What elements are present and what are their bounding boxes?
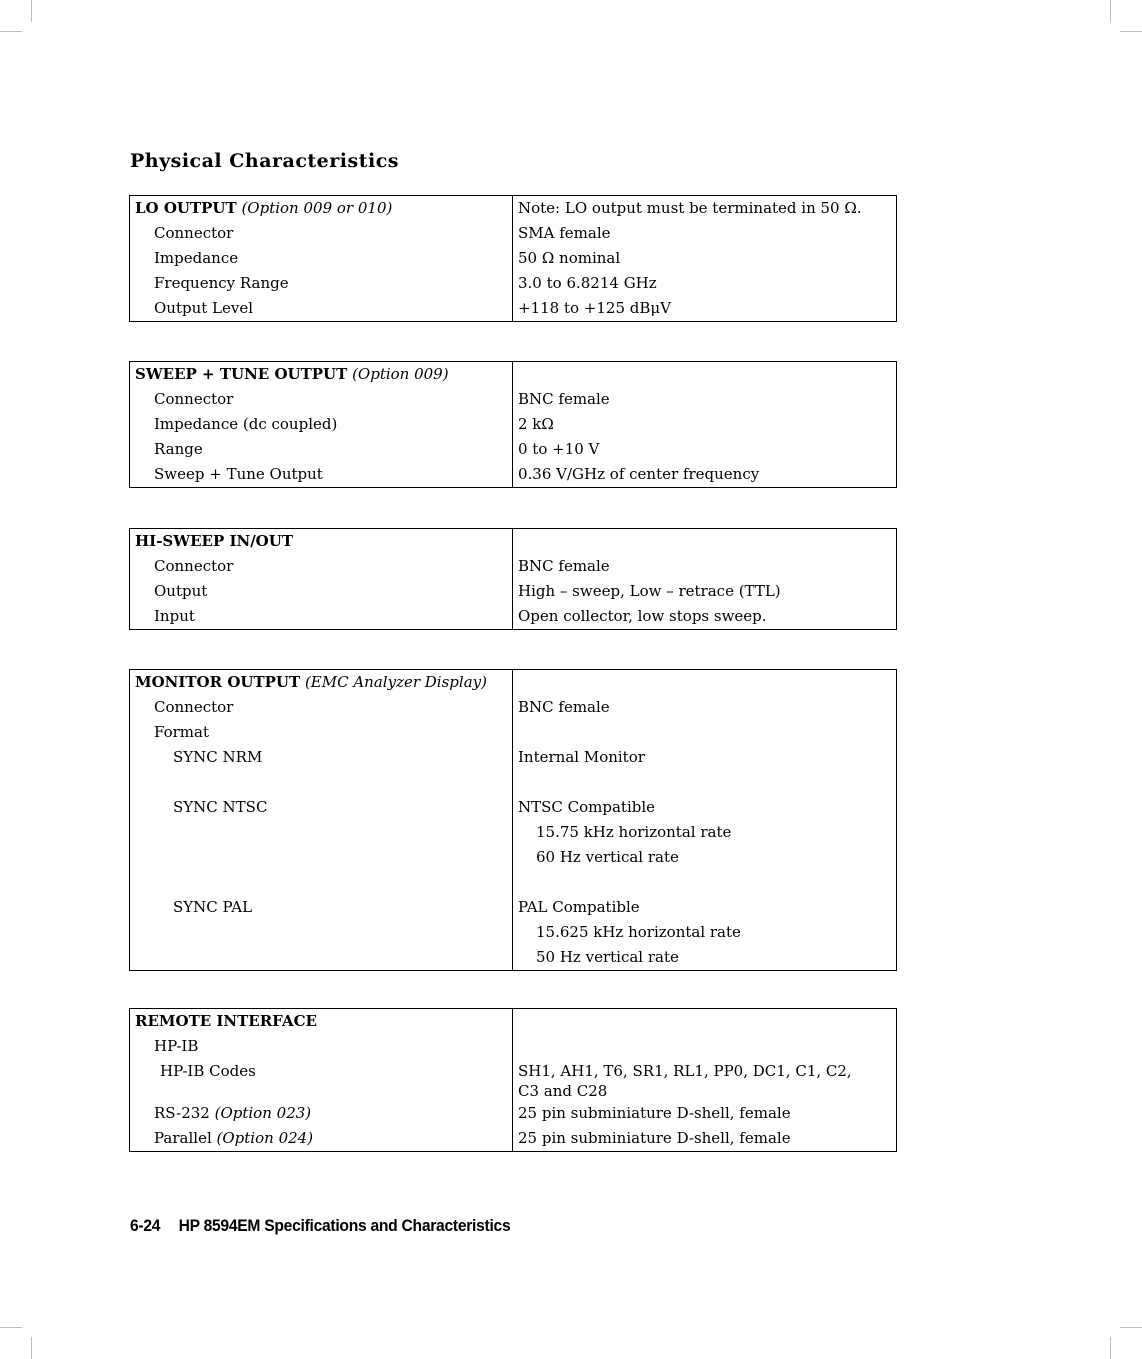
table-row <box>130 1059 897 1101</box>
table-row <box>130 795 897 820</box>
table-row <box>130 604 897 630</box>
crop-mark <box>0 31 22 32</box>
spec-label: Connector <box>154 698 234 716</box>
table-row <box>130 529 897 555</box>
spec-value: BNC female <box>513 695 897 720</box>
monitor-output-table <box>129 669 897 971</box>
spec-label: Range <box>154 440 203 458</box>
spec-label: Output Level <box>154 299 254 317</box>
spec-label: Frequency Range <box>154 274 289 292</box>
spec-label: Parallel (Option 024) <box>154 1129 314 1147</box>
spec-label: RS-232 (Option 023) <box>154 1104 312 1122</box>
table-row <box>130 670 897 696</box>
table-row <box>130 362 897 388</box>
table-row <box>130 387 897 412</box>
spec-value: SH1, AH1, T6, SR1, RL1, PP0, DC1, C1, C2, C3 and C28 <box>513 1059 897 1101</box>
table-row <box>130 745 897 770</box>
spec-value: 50 Hz vertical rate <box>513 945 897 971</box>
table-row <box>130 296 897 322</box>
spec-label: Impedance (dc coupled) <box>154 415 338 433</box>
spec-value: +118 to +125 dBμV <box>513 296 897 322</box>
spec-value: NTSC Compatible <box>513 795 897 820</box>
section-heading: LO OUTPUT (Option 009 or 010) <box>135 199 393 217</box>
table-row <box>130 920 897 945</box>
table-row <box>130 554 897 579</box>
spec-label: Impedance <box>154 249 239 267</box>
spec-value: 15.75 kHz horizontal rate <box>513 820 897 845</box>
table-row <box>130 412 897 437</box>
spec-value: 2 kΩ <box>513 412 897 437</box>
table-row <box>130 437 897 462</box>
spec-label: Connector <box>154 224 234 242</box>
spec-value: PAL Compatible <box>513 895 897 920</box>
spec-label: Format <box>154 723 209 741</box>
table-row <box>130 1126 897 1152</box>
table-row <box>130 770 897 795</box>
spec-value: 50 Ω nominal <box>513 246 897 271</box>
table-row <box>130 1009 897 1035</box>
table-row <box>130 579 897 604</box>
lo-output-table <box>129 195 897 322</box>
spec-value: Open collector, low stops sweep. <box>513 604 897 630</box>
spec-label: Sweep + Tune Output <box>154 465 323 483</box>
spec-value: 25 pin subminiature D-shell, female <box>513 1101 897 1126</box>
crop-mark <box>1110 0 1111 22</box>
spec-value: 25 pin subminiature D-shell, female <box>513 1126 897 1152</box>
table-row <box>130 895 897 920</box>
spec-value: 3.0 to 6.8214 GHz <box>513 271 897 296</box>
spec-value: Internal Monitor <box>513 745 897 770</box>
page-title: Physical Characteristics <box>130 150 399 172</box>
spec-label: SYNC PAL <box>173 898 253 916</box>
spec-label: Connector <box>154 390 234 408</box>
spec-label: HP-IB Codes <box>160 1062 256 1080</box>
section-heading: REMOTE INTERFACE <box>135 1012 317 1030</box>
spec-value: 60 Hz vertical rate <box>513 845 897 870</box>
page-footer <box>130 1216 510 1236</box>
spec-value: SMA female <box>513 221 897 246</box>
spec-label: Connector <box>154 557 234 575</box>
spec-label: SYNC NRM <box>173 748 263 766</box>
table-row <box>130 1101 897 1126</box>
spec-value: 15.625 kHz horizontal rate <box>513 920 897 945</box>
spec-label: SYNC NTSC <box>173 798 268 816</box>
table-row <box>130 462 897 488</box>
table-row <box>130 870 897 895</box>
table-row <box>130 820 897 845</box>
crop-mark <box>1120 1327 1142 1328</box>
footer-title: HP 8594EM Specifications and Characteristics <box>178 1216 511 1235</box>
table-row <box>130 1034 897 1059</box>
section-heading: HI-SWEEP IN/OUT <box>135 532 293 550</box>
crop-mark <box>0 1327 22 1328</box>
table-row <box>130 945 897 971</box>
crop-mark <box>1120 31 1142 32</box>
remote-interface-table <box>129 1008 897 1152</box>
spec-value: BNC female <box>513 387 897 412</box>
section-heading: MONITOR OUTPUT (EMC Analyzer Display) <box>135 673 487 691</box>
spec-value: BNC female <box>513 554 897 579</box>
table-row <box>130 845 897 870</box>
section-note: Note: LO output must be terminated in 50 Ω. <box>513 196 897 222</box>
spec-label: Output <box>154 582 208 600</box>
table-row <box>130 695 897 720</box>
section-heading: SWEEP + TUNE OUTPUT (Option 009) <box>135 365 449 383</box>
sweep-tune-output-table <box>129 361 897 488</box>
spec-value: 0 to +10 V <box>513 437 897 462</box>
spec-value: High – sweep, Low – retrace (TTL) <box>513 579 897 604</box>
spec-value: 0.36 V/GHz of center frequency <box>513 462 897 488</box>
table-row <box>130 720 897 745</box>
hi-sweep-table <box>129 528 897 630</box>
crop-mark <box>31 0 32 22</box>
spec-label: Input <box>154 607 195 625</box>
table-row <box>130 271 897 296</box>
crop-mark <box>31 1337 32 1359</box>
table-row <box>130 221 897 246</box>
page-number: 6-24 <box>130 1216 161 1235</box>
crop-mark <box>1110 1337 1111 1359</box>
spec-label: HP-IB <box>154 1037 199 1055</box>
table-row <box>130 196 897 222</box>
table-row <box>130 246 897 271</box>
